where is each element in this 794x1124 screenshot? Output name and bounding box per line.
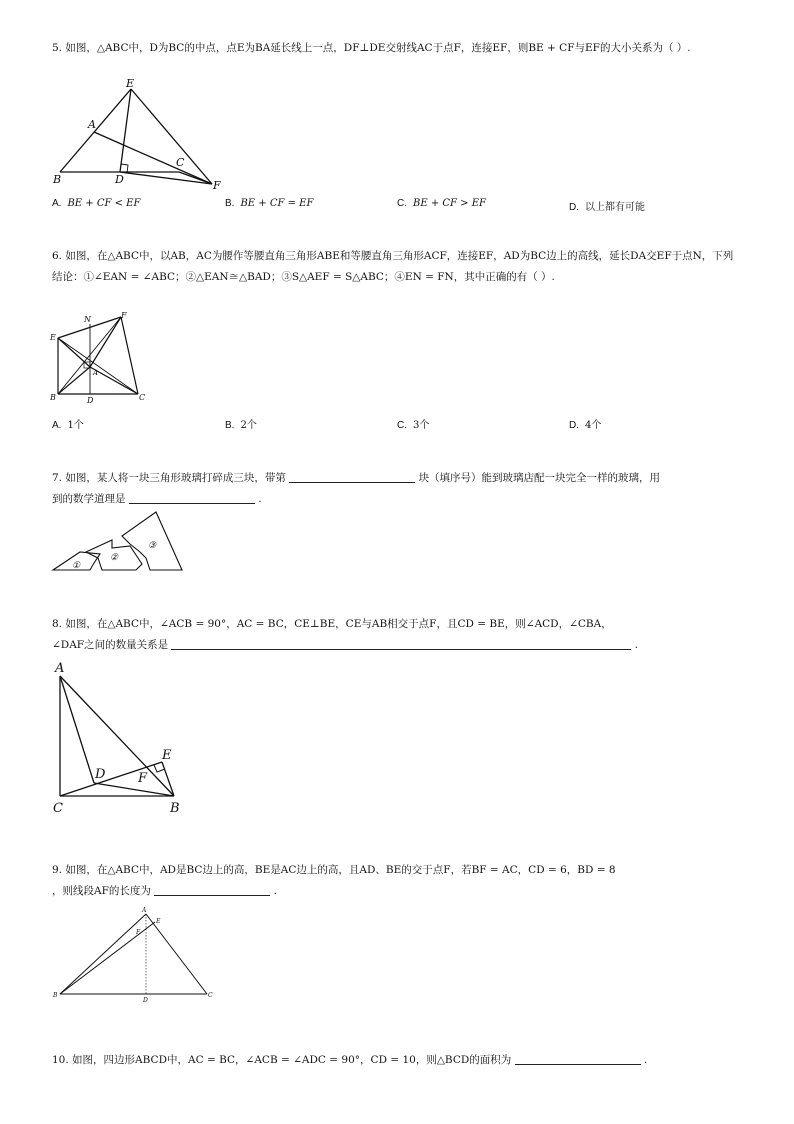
- piece-2-label: ②: [110, 553, 119, 563]
- option-a[interactable]: A. BE + CF < EF: [52, 198, 141, 209]
- option-b[interactable]: B. 2个: [225, 420, 257, 431]
- question-9: [52, 860, 742, 902]
- question-9-line-2: ，则线段AF的长度为 .: [52, 885, 277, 897]
- option-d[interactable]: D. 4个: [569, 420, 602, 431]
- label-E: E: [50, 333, 56, 342]
- question-7-line-1: 7. 如图，某人将一块三角形玻璃打碎成三块，带第 块（填序号）能到玻璃店配一块完全一样的玻璃，用: [52, 472, 661, 484]
- label-N: N: [84, 315, 91, 324]
- question-9-line-1: 9. 如图，在△ABC中，AD是BC边上的高，BE是AC边上的高，且AD、BE的交于点F，若BF = AC，CD = 6，BD = 8: [52, 864, 616, 876]
- option-d[interactable]: D. 以上都有可能: [569, 202, 645, 213]
- answer-blank-2[interactable]: [129, 491, 255, 504]
- label-B: B: [53, 992, 58, 999]
- label-F: F: [138, 771, 148, 786]
- answer-blank[interactable]: [171, 637, 631, 650]
- label-E: E: [156, 918, 161, 925]
- label-C: C: [53, 801, 63, 816]
- question-stem: 如图，△ABC中，D为BC的中点，点E为BA延长线上一点，DF⊥DE交射线AC于点F，连接EF，则BE + CF与EF的大小关系为（ ）.: [65, 42, 691, 54]
- q7-figure: [50, 508, 190, 576]
- question-6: [52, 246, 742, 288]
- label-A: A: [93, 369, 99, 377]
- question-number: 5.: [52, 42, 63, 54]
- label-C: C: [208, 992, 213, 999]
- piece-1-label: ①: [72, 561, 81, 571]
- question-10: [52, 1050, 742, 1071]
- label-A: A: [88, 118, 96, 131]
- answer-blank[interactable]: [515, 1052, 641, 1065]
- question-5-text: [52, 38, 742, 59]
- q9-figure: [52, 902, 222, 1006]
- label-F: F: [121, 311, 127, 320]
- q5-figure: [50, 77, 230, 192]
- piece-3-label: ③: [148, 541, 157, 551]
- label-C: C: [176, 156, 185, 169]
- option-b[interactable]: B. BE + CF = EF: [225, 198, 314, 209]
- label-D: D: [115, 173, 124, 186]
- label-B: B: [53, 173, 62, 186]
- label-A: A: [142, 907, 147, 914]
- answer-blank[interactable]: [154, 883, 270, 896]
- question-number: 10.: [52, 1054, 69, 1066]
- label-E: E: [126, 77, 135, 90]
- question-number: 9.: [52, 864, 63, 876]
- question-5: [52, 38, 742, 59]
- question-number: 7.: [52, 472, 63, 484]
- option-c[interactable]: C. BE + CF > EF: [397, 198, 486, 209]
- label-D: D: [95, 767, 106, 782]
- option-a[interactable]: A. 1个: [52, 420, 84, 431]
- label-C: C: [139, 393, 146, 402]
- question-6-text: [52, 246, 742, 288]
- q6-figure: [50, 312, 150, 404]
- q8-figure: [50, 660, 190, 818]
- answer-blank-1[interactable]: [289, 470, 415, 483]
- question-number: 8.: [52, 618, 63, 630]
- label-D: D: [143, 997, 148, 1004]
- label-F: F: [136, 929, 141, 936]
- question-7-line-2: 到的数学道理是 .: [52, 493, 262, 505]
- question-8-line-1: 8. 如图，在△ABC中，∠ACB = 90°，AC = BC，CE⊥BE，CE与AB相交于点F，且CD = BE，则∠ACD，∠CBA，: [52, 618, 612, 630]
- question-8: [52, 614, 742, 656]
- label-A: A: [55, 661, 65, 676]
- question-number: 6.: [52, 250, 63, 262]
- label-D: D: [87, 396, 94, 405]
- label-B: B: [50, 393, 56, 402]
- question-8-line-2: ∠DAF之间的数量关系是 .: [52, 639, 639, 651]
- label-B: B: [170, 801, 180, 816]
- question-stem: 如图，在△ABC中，以AB，AC为腰作等腰直角三角形ABE和等腰直角三角形ACF，连接EF，AD为BC边上的高线，延长DA交EF于点N，下列结论：①∠EAN = ∠ABC；②△EAN≅△BAD；③S△AEF = S△ABC；④EN = FN，其中正确的有（ ）.: [52, 250, 734, 283]
- question-7: [52, 468, 742, 510]
- question-10-text: 10. 如图，四边形ABCD中，AC = BC，∠ACB = ∠ADC = 90°，CD = 10，则△BCD的面积为 .: [52, 1054, 648, 1066]
- option-c[interactable]: C. 3个: [397, 420, 430, 431]
- label-E: E: [162, 748, 172, 763]
- label-F: F: [213, 179, 221, 192]
